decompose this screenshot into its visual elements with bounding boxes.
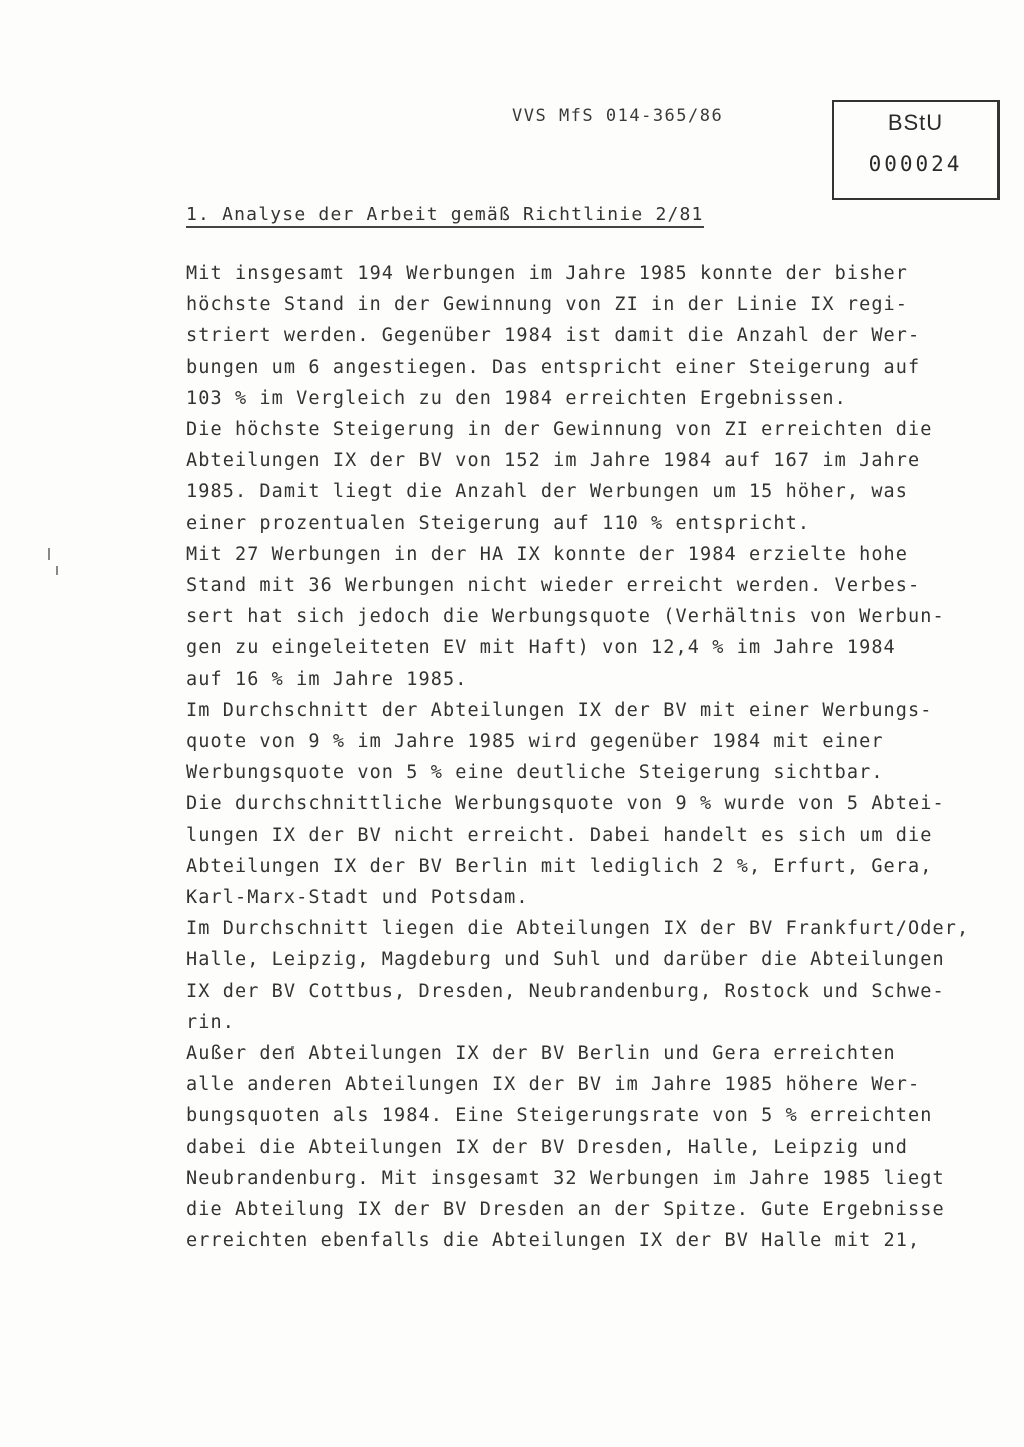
body-line: Die durchschnittliche Werbungsquote von 9 % wurde von 5 Abtei- — [186, 793, 945, 815]
body-line: bungen um 6 angestiegen. Das entspricht einer Steigerung auf — [186, 356, 921, 378]
body-line: Abteilungen IX der BV von 152 im Jahre 1984 auf 167 im Jahre — [186, 450, 921, 472]
body-line: Außer den Abteilungen IX der BV Berlin und Gera erreichten — [186, 1043, 896, 1065]
body-line: bungsquoten als 1984. Eine Steigerungsrate von 5 % erreichten — [186, 1105, 933, 1127]
body-line: erreichten ebenfalls die Abteilungen IX der BV Halle mit 21, — [186, 1230, 921, 1252]
body-line: die Abteilung IX der BV Dresden an der Spitze. Gute Ergebnisse — [186, 1199, 945, 1221]
section-heading: 1. Analyse der Arbeit gemäß Richtlinie 2/81 — [186, 204, 704, 228]
margin-mark — [56, 566, 58, 575]
body-line: Im Durchschnitt liegen die Abteilungen IX der BV Frankfurt/Oder, — [186, 918, 970, 940]
stamp-page-number: 000024 — [868, 152, 963, 176]
body-line: auf 16 % im Jahre 1985. — [186, 668, 468, 690]
body-line: striert werden. Gegenüber 1984 ist damit die Anzahl der Wer- — [186, 325, 921, 347]
body-line: 103 % im Vergleich zu den 1984 erreichten Ergebnissen. — [186, 387, 847, 409]
body-line: Karl-Marx-Stadt und Potsdam. — [186, 887, 529, 909]
body-line: Mit insgesamt 194 Werbungen im Jahre 1985 konnte der bisher — [186, 263, 909, 284]
body-line: einer prozentualen Steigerung auf 110 % entspricht. — [186, 512, 811, 534]
body-line: rin. — [186, 1011, 235, 1033]
body-line: Stand mit 36 Werbungen nicht wieder erreicht werden. Verbes- — [186, 575, 921, 597]
body-line: lungen IX der BV nicht erreicht. Dabei handelt es sich um die — [186, 824, 933, 846]
body-line: höchste Stand in der Gewinnung von ZI in der Linie IX regi- — [186, 294, 909, 316]
body-line: Im Durchschnitt der Abteilungen IX der BV mit einer Werbungs- — [186, 699, 933, 721]
stamp-label: BStU — [887, 110, 944, 135]
body-line: quote von 9 % im Jahre 1985 wird gegenüber 1984 mit einer — [186, 731, 884, 753]
body-line: sert hat sich jedoch die Werbungsquote (Verhältnis von Werbun- — [186, 606, 945, 628]
body-line: dabei die Abteilungen IX der BV Dresden, Halle, Leipzig und — [186, 1136, 909, 1158]
document-reference: VVS MfS 014-365/86 — [512, 106, 724, 126]
body-text — [186, 258, 1006, 1257]
body-line: alle anderen Abteilungen IX der BV im Jahre 1985 höhere Wer- — [186, 1074, 921, 1096]
body-line: IX der BV Cottbus, Dresden, Neubrandenburg, Rostock und Schwe- — [186, 980, 945, 1002]
body-line: gen zu eingeleiteten EV mit Haft) von 12,4 % im Jahre 1984 — [186, 637, 896, 659]
archive-stamp — [832, 100, 1000, 200]
body-line: Mit 27 Werbungen in der HA IX konnte der 1984 erzielte hohe — [186, 543, 909, 565]
body-line: Abteilungen IX der BV Berlin mit lediglich 2 %, Erfurt, Gera, — [186, 855, 933, 877]
body-line: 1985. Damit liegt die Anzahl der Werbungen um 15 höher, was — [186, 481, 909, 503]
body-line: Halle, Leipzig, Magdeburg und Suhl und darüber die Abteilungen — [186, 949, 945, 971]
margin-mark — [48, 548, 50, 560]
body-line: Werbungsquote von 5 % eine deutliche Steigerung sichtbar. — [186, 762, 884, 784]
body-line: Die höchste Steigerung in der Gewinnung von ZI erreichten die — [186, 419, 933, 441]
body-line: Neubrandenburg. Mit insgesamt 32 Werbungen im Jahre 1985 liegt — [186, 1167, 945, 1189]
